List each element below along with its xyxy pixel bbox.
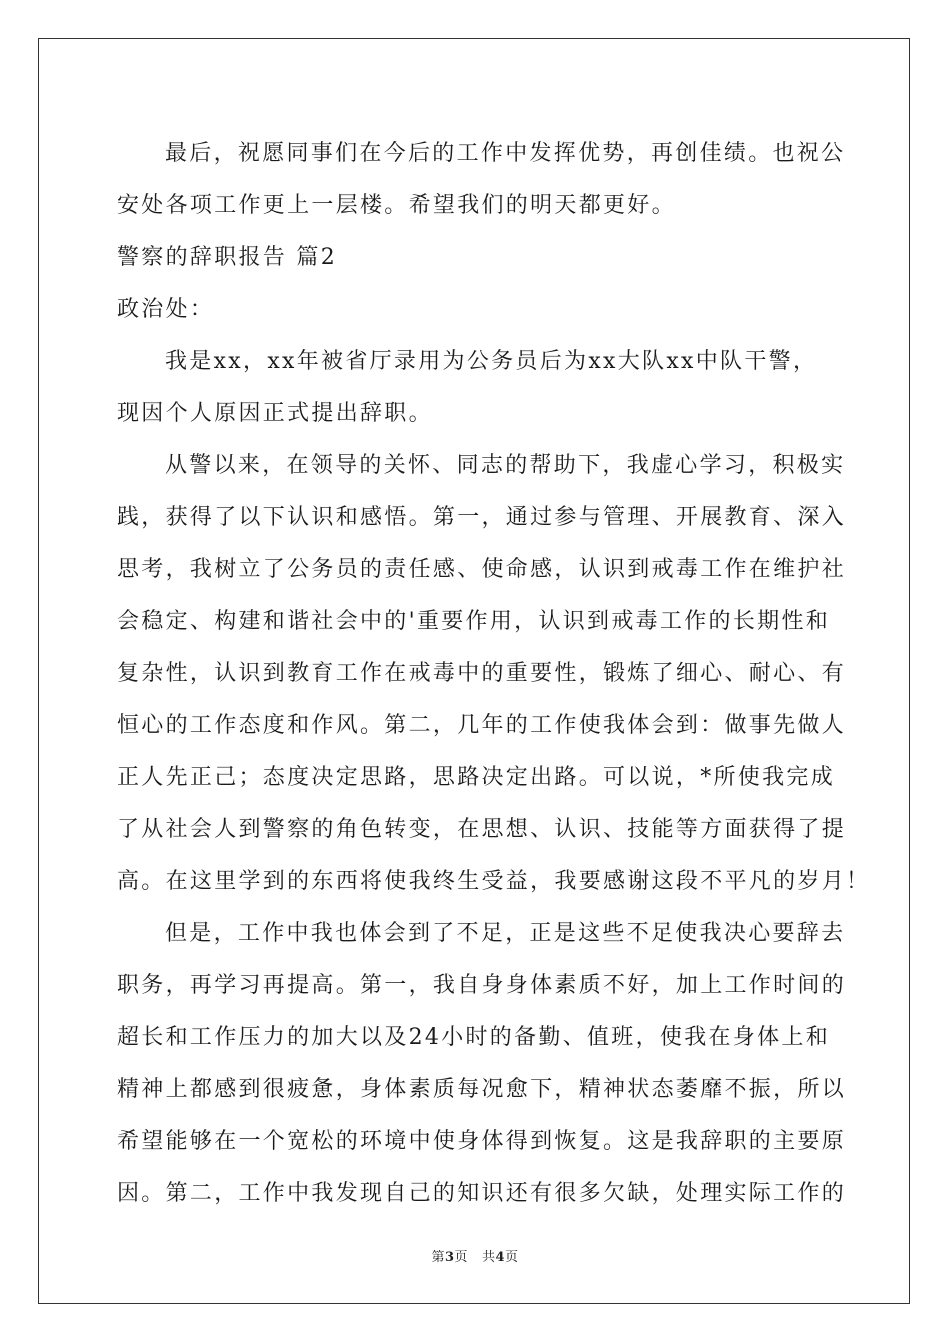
text-line: 从警以来，在领导的关怀、同志的帮助下，我虚心学习，积极实	[165, 453, 846, 478]
text-line: 因。第二，工作中我发现自己的知识还有很多欠缺，处理实际工作的	[117, 1181, 847, 1206]
text-line: 最后，祝愿同事们在今后的工作中发挥优势，再创佳绩。也祝公	[165, 141, 846, 166]
text-line: 现因个人原因正式提出辞职。	[117, 401, 433, 426]
salutation: 政治处：	[117, 297, 215, 322]
text-line: 恒心的工作态度和作风。第二，几年的工作使我体会到：做事先做人	[117, 713, 847, 738]
page-footer	[0, 1246, 950, 1265]
text-line: 思考，我树立了公务员的责任感、使命感，认识到戒毒工作在维护社	[117, 557, 847, 582]
text-line: 了从社会人到警察的角色转变，在思想、认识、技能等方面获得了提	[117, 817, 847, 842]
text-line: 希望能够在一个宽松的环境中使身体得到恢复。这是我辞职的主要原	[117, 1129, 847, 1154]
document-body	[117, 128, 871, 1220]
text-line: 职务，再学习再提高。第一，我自身身体素质不好，加上工作时间的	[117, 973, 847, 998]
text-line: 超长和工作压力的加大以及24小时的备勤、值班，使我在身体上和	[117, 1025, 830, 1050]
total-suffix: 页	[505, 1250, 519, 1265]
page-suffix: 页	[454, 1250, 469, 1265]
text-line: 高。在这里学到的东西将使我终生受益，我要感谢这段不平凡的岁月！	[117, 869, 871, 894]
total-prefix: 共	[481, 1250, 496, 1265]
text-line: 践，获得了以下认识和感悟。第一，通过参与管理、开展教育、深入	[117, 505, 847, 530]
text-line: 我是xx，xx年被省厅录用为公务员后为xx大队xx中队干警，	[165, 349, 818, 374]
text-line: 会稳定、构建和谐社会中的'重要作用，认识到戒毒工作的长期性和	[117, 609, 831, 634]
page-prefix: 第	[431, 1250, 445, 1265]
text-line: 正人先正己；态度决定思路，思路决定出路。可以说，*所使我完成	[117, 765, 836, 790]
section-heading: 警察的辞职报告 篇2	[117, 245, 337, 270]
total-pages: 4	[495, 1250, 506, 1265]
text-line: 安处各项工作更上一层楼。希望我们的明天都更好。	[117, 193, 676, 218]
text-line: 但是，工作中我也体会到了不足，正是这些不足使我决心要辞去	[165, 921, 846, 946]
text-line: 精神上都感到很疲惫，身体素质每况愈下，精神状态萎靡不振，所以	[117, 1077, 847, 1102]
page-number: 3	[444, 1250, 455, 1265]
text-line: 复杂性，认识到教育工作在戒毒中的重要性，锻炼了细心、耐心、有	[117, 661, 847, 686]
